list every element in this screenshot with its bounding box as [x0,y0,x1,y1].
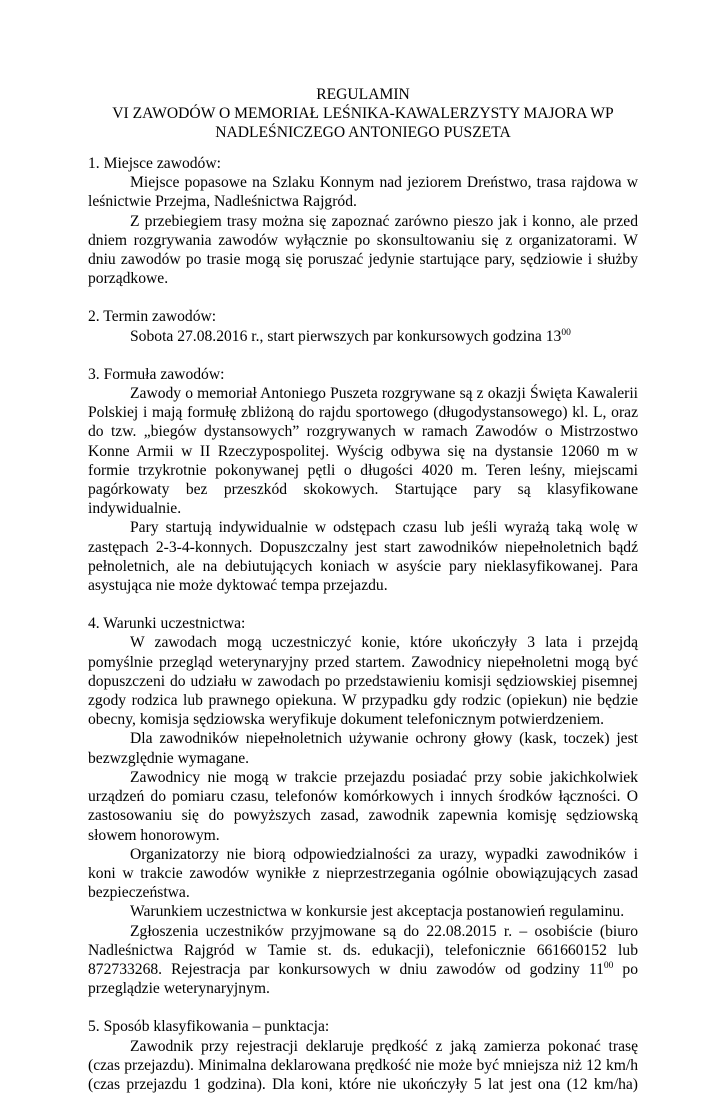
title-line-3: NADLEŚNICZEGO ANTONIEGO PUSZETA [215,124,511,142]
section-heading: 2. Termin zawodów: [88,308,217,326]
paragraph: Zawody o memoriał Antoniego Puszeta rozgrywane są z okazji Święta Kawalerii Polskiej i mają formułę zbliżoną do rajdu sportowego (długodystansowego) kl. L, oraz do tzw. „biegów dystansowych” rozgrywanych w ramach Zawodów o Mistrzostwo Konne Armii w II Rzeczypospolitej. Wyścig odbywa się na dystansie 12060 m w formie trzykrotnie pokonywanej pętli o długości 4020 m. Teren leśny, miejscami pagórkowaty bez przeszkód skokowych. Startujące pary są klasyfikowane indywidualnie. [88,385,638,518]
section-heading: 5. Sposób klasyfikowania – punktacja: [88,1018,330,1036]
superscript: 00 [603,960,614,971]
paragraph [88,327,638,346]
registration-tail: po przeglądzie weterynaryjnym. [88,960,638,998]
section-formula [88,365,638,595]
paragraph [88,922,638,999]
title-line-1: REGULAMIN [316,86,410,103]
paragraph: Pary startują indywidualnie w odstępach czasu lub jeśli wyrażą taką wolę w zastępach 2-3-4-konnych. Dopuszczalny jest start zawodników niepełnoletnich bądź pełnoletnich, ale na debiutujących koniach w asyście pary nieklasyfikowanej. Para asystująca nie może dyktować tempa przejazdu. [88,519,638,595]
section-location [88,154,638,288]
paragraph: Z przebiegiem trasy można się zapoznać zarówno pieszo jak i konno, ale przed dniem rozgrywania zawodów wyłącznie po skonsultowaniu się z organizatorami. W dniu zawodów po trasie mogą się poruszać jedynie startujące pary, sędziowie i służby porządkowe. [88,212,638,288]
section-scoring [88,1017,638,1094]
paragraph: Zawodnicy nie mogą w trakcie przejazdu posiadać przy sobie jakichkolwiek urządzeń do pomiaru czasu, telefonów komórkowych i innych środków łączności. O zastosowaniu się do powyższych zasad, zawodnik zapewnia komisję sędziowską słowem honorowym. [88,768,638,844]
document-body [88,154,638,1113]
document-title [88,85,638,143]
section-date [88,307,638,345]
paragraph: Organizatorzy nie biorą odpowiedzialności za urazy, wypadki zawodników i koni w trakcie zawodów wynikłe z nieprzestrzegania ogólnie obowiązujących zasad bezpieczeństwa. [88,845,638,902]
title-line-2: VI ZAWODÓW O MEMORIAŁ LEŚNIKA-KAWALERZYSTY MAJORA WP [112,105,614,123]
section-heading: 1. Miejsce zawodów: [88,155,221,172]
registration-text: Zgłoszenia uczestników przyjmowane są do 22.08.2015 r. – osobiście (biuro Nadleśnictwa Rajgród w Tamie st. ds. edukacji), telefonicznie 661660152 lub 872733268. Rejestracja par konkursowych w dniu zawodów od godziny 11 [88,922,638,978]
paragraph: Miejsce popasowe na Szlaku Konnym nad jeziorem Dreństwo, trasa rajdowa w leśnictwie Przejma, Nadleśnictwa Rajgród. [88,174,638,211]
superscript: 00 [561,327,571,338]
paragraph: W zawodach mogą uczestniczyć konie, które ukończyły 3 lata i przejdą pomyślnie przegląd weterynaryjny przed startem. Zawodnicy niepełnoletni mogą być dopuszczeni do udziału w zawodach po przedstawieniu komisji sędziowskiej pisemnej zgody rodzica lub prawnego opiekuna. W przypadku gdy rodzic (opiekun) nie będzie obecny, komisja sędziowska weryfikuje dokument telefonicznym potwierdzeniem. [88,634,638,729]
section-heading: 4. Warunki uczestnictwa: [88,615,246,633]
paragraph: Zawodnik przy rejestracji deklaruje prędkość z jaką zamierza pokonać trasę (czas przejazdu). Minimalna deklarowana prędkość nie może być mniejsza niż 12 km/h (czas przejazdu 1 godzina). Dla koni, które nie ukończyły 5 lat jest ona (12 km/ha) [88,1037,638,1093]
date-text: Sobota 27.08.2016 r., start pierwszych par konkursowych godzina 13 [130,327,562,345]
section-conditions [88,614,638,998]
paragraph: Dla zawodników niepełnoletnich używanie ochrony głowy (kask, toczek) jest bezwzględnie wymagane. [88,730,638,767]
section-heading: 3. Formuła zawodów: [88,365,225,383]
paragraph: Warunkiem uczestnictwa w konkursie jest akceptacja postanowień regulaminu. [130,903,625,921]
